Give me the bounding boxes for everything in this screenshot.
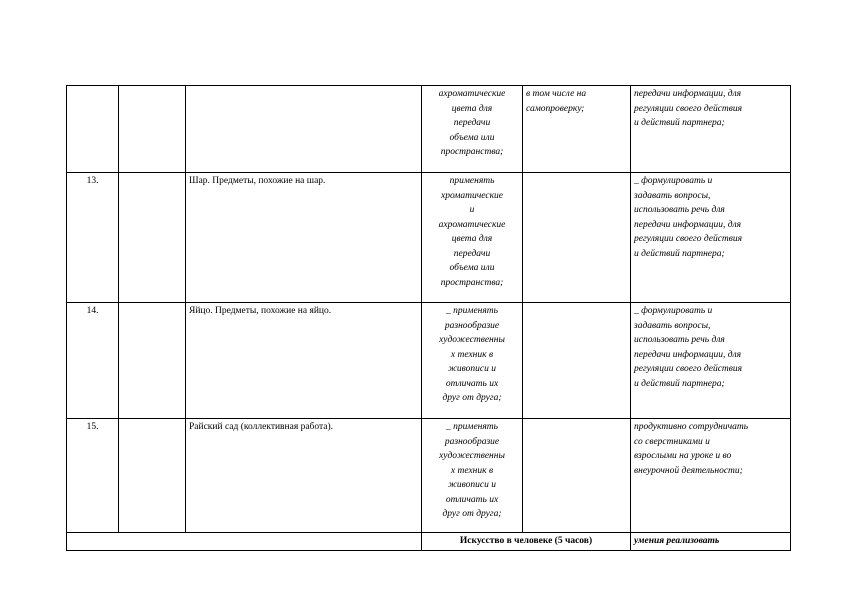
cell-text-line: отличать их	[445, 378, 499, 389]
communicative-actions-cell	[631, 419, 791, 533]
empty-cell	[119, 419, 186, 533]
cell-text-line: пространства;	[440, 147, 504, 157]
regulatory-actions-cell	[523, 303, 631, 419]
table-row	[67, 173, 791, 303]
cell-text-line: передачи информации, для	[634, 89, 742, 99]
regulatory-actions-cell	[523, 86, 631, 173]
cell-text-line: и действий партнера;	[634, 118, 725, 128]
cell-text-line: применять	[449, 176, 495, 186]
communicative-actions-cell	[631, 173, 791, 303]
lesson-topic: Яйцо. Предметы, похожие на яйцо.	[189, 306, 332, 316]
cell-text-line: отличать их	[445, 494, 499, 505]
lesson-number-cell	[67, 303, 119, 419]
subject-results-cell	[422, 173, 523, 303]
cell-text-line: и	[469, 205, 475, 215]
table-row	[67, 303, 791, 419]
cell-text-line: х техник в	[450, 349, 494, 360]
cell-text-line: задавать вопросы,	[634, 190, 711, 201]
subject-results-cell	[422, 86, 523, 173]
cell-text-line: передачи	[453, 118, 491, 128]
subject-results-cell	[422, 419, 523, 533]
cell-text-line: задавать вопросы,	[634, 320, 711, 331]
cell-text-line: в том числе на	[526, 89, 587, 99]
lesson-topic-cell	[186, 86, 422, 173]
cell-text-line: взрослыми на уроке и во	[634, 451, 732, 461]
cell-text-line: регуляции своего действия	[634, 364, 743, 374]
cell-text-line: передачи	[453, 248, 491, 259]
cell-text-line: художественны	[439, 335, 505, 345]
lesson-topic-cell	[186, 419, 422, 533]
regulatory-actions-cell	[523, 173, 631, 303]
cell-text-line: цвета для	[451, 103, 493, 114]
section-empty-cell	[67, 533, 422, 551]
cell-text-line: художественны	[439, 451, 505, 461]
cell-text-line: самопроверку;	[526, 103, 585, 114]
cell-text-line: _ формулировать и	[634, 176, 713, 186]
cell-text-line: живописи и	[448, 364, 496, 374]
empty-cell	[119, 173, 186, 303]
lesson-topic: Шар. Предметы, похожие на шар.	[189, 176, 326, 186]
cell-text-line: объема или	[449, 263, 495, 273]
lesson-number: 14.	[86, 306, 99, 316]
lesson-topic-cell	[186, 173, 422, 303]
communicative-actions-cell	[631, 303, 791, 419]
subject-results-cell	[422, 303, 523, 419]
cell-text-line: ахроматические	[438, 89, 506, 99]
cell-text-line: внеурочной деятельности;	[634, 465, 743, 476]
lesson-topic: Райский сад (коллективная работа).	[189, 422, 334, 432]
cell-text-line: передачи информации, для	[634, 349, 742, 360]
cell-text-line: регуляции своего действия	[634, 234, 743, 244]
cell-text-line: со сверстниками и	[634, 436, 710, 447]
section-header-row	[67, 533, 791, 551]
lesson-number: 13.	[86, 176, 99, 186]
cell-text-line: использовать речь для	[634, 335, 725, 345]
cell-text-line: разнообразие	[444, 436, 500, 447]
cell-text-line: _ применять	[446, 306, 498, 316]
cell-text-line: разнообразие	[444, 320, 500, 331]
cell-text-line: передачи информации, для	[634, 219, 742, 230]
lesson-number-cell	[67, 86, 119, 173]
empty-cell	[119, 86, 186, 173]
lesson-number-cell	[67, 173, 119, 303]
cell-text-line: регуляции своего действия	[634, 103, 743, 114]
cell-text-line: х техник в	[450, 465, 494, 476]
cell-text-line: ахроматические	[438, 219, 506, 230]
empty-cell	[119, 303, 186, 419]
cell-text-line: использовать речь для	[634, 205, 725, 215]
cell-text-line: продуктивно сотрудничать	[634, 422, 749, 432]
cell-text-line: пространства;	[440, 277, 504, 288]
table-row	[67, 419, 791, 533]
cell-text-line: друг от друга;	[442, 393, 502, 403]
cell-text-line: и действий партнера;	[634, 248, 725, 259]
cell-text-line: живописи и	[448, 480, 496, 490]
cell-text-line: и действий партнера;	[634, 378, 725, 389]
lesson-number-cell	[67, 419, 119, 533]
section-right-text: умения реализовать	[631, 533, 791, 551]
cell-text-line: друг от друга;	[442, 509, 502, 519]
cell-text-line: цвета для	[451, 234, 493, 244]
lesson-plan-table	[66, 85, 791, 551]
lesson-number: 15.	[86, 422, 99, 432]
section-title: Искусство в человеке (5 часов)	[422, 533, 631, 551]
regulatory-actions-cell	[523, 419, 631, 533]
lesson-topic-cell	[186, 303, 422, 419]
cell-text-line: _ формулировать и	[634, 306, 713, 316]
communicative-actions-cell	[631, 86, 791, 173]
table-body	[67, 86, 791, 551]
table-row	[67, 86, 791, 173]
cell-text-line: хроматические	[440, 190, 504, 201]
cell-text-line: объема или	[449, 132, 495, 143]
cell-text-line: _ применять	[446, 422, 498, 432]
